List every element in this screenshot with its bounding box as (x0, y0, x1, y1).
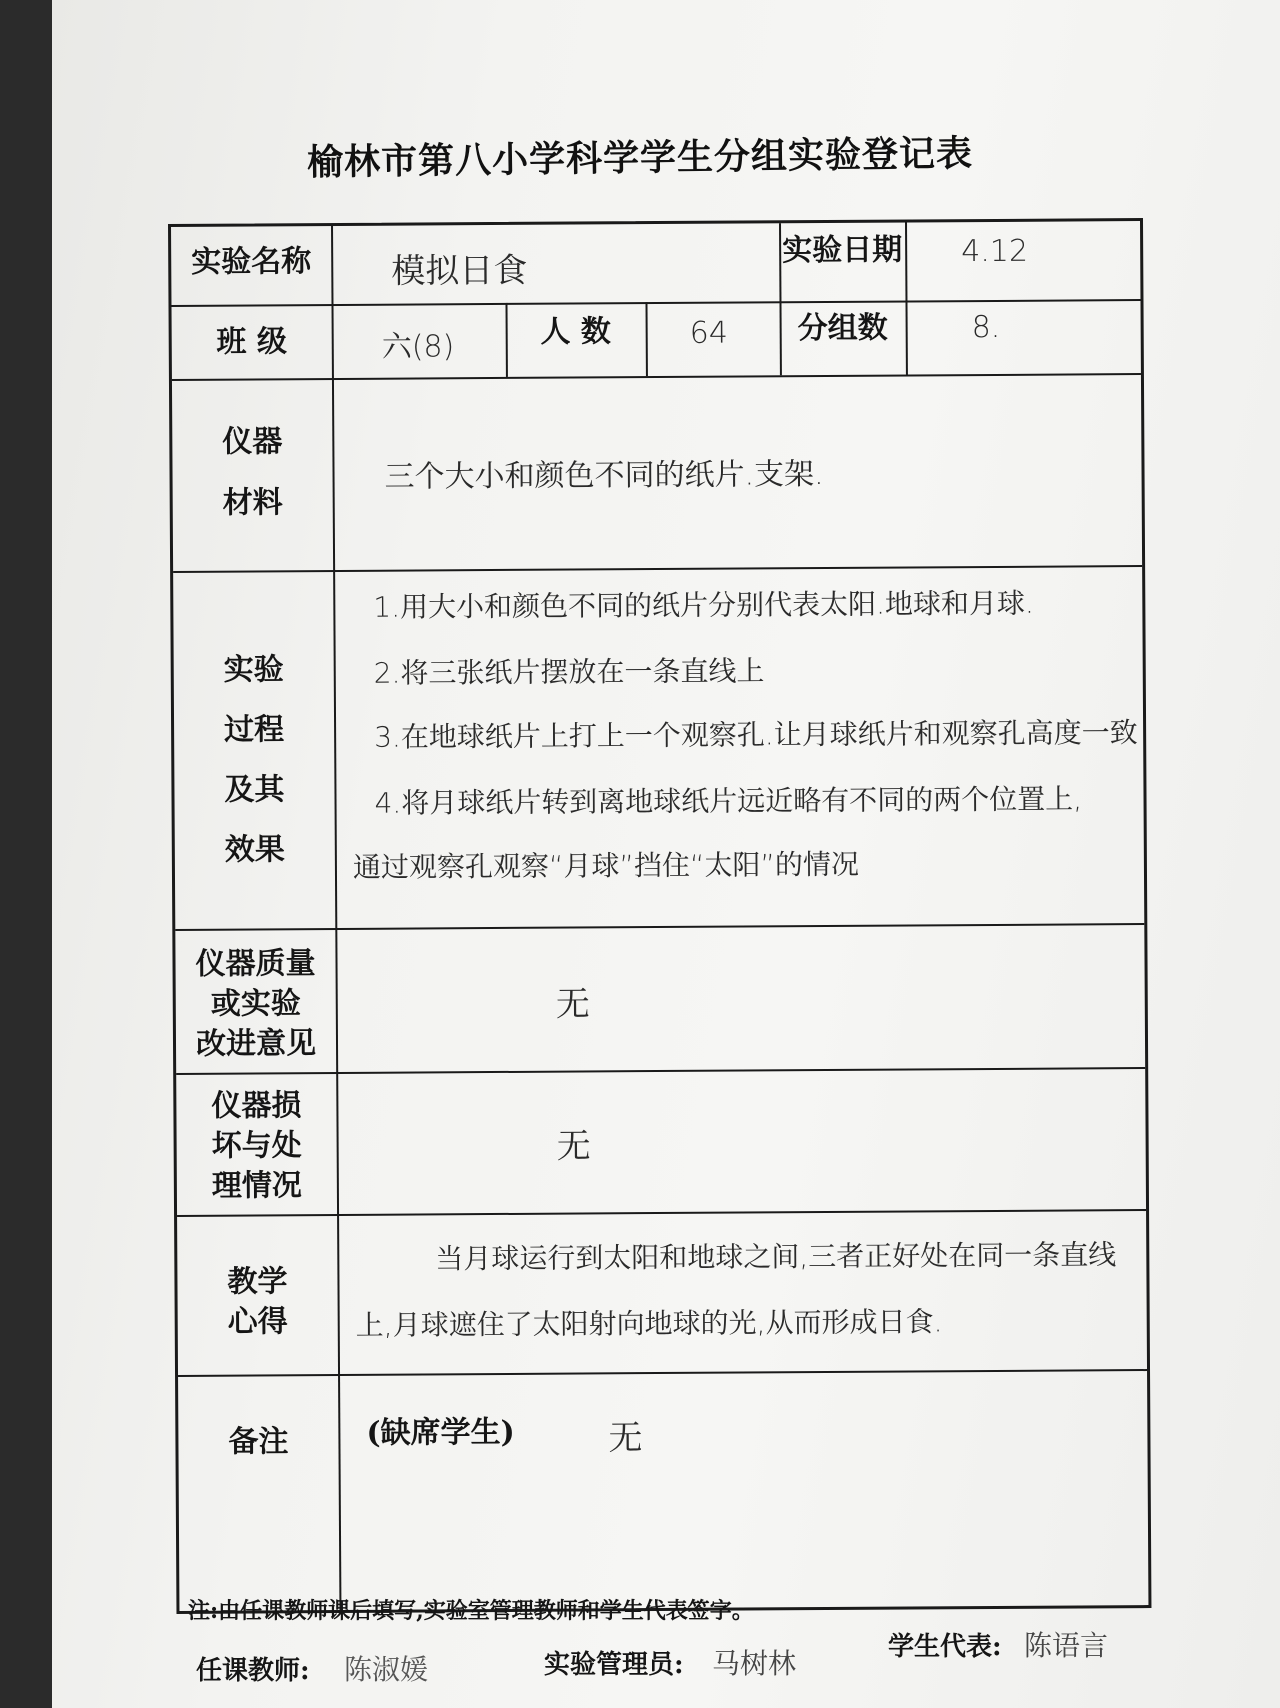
form-title: 榆林市第八小学科学学生分组实验登记表 (306, 132, 974, 184)
experiment-name-label: 实验名称 (191, 244, 312, 280)
materials-label: 仪器 材料 (222, 424, 283, 521)
row-divider (172, 373, 1141, 381)
damage-label: 仪器损 坏与处 理情况 (211, 1088, 302, 1204)
process-step: 2.将三张纸片摆放在一条直线上 (373, 654, 765, 690)
count-value: 64 (689, 315, 728, 351)
footer-note: 注:由任课教师课后填写,实验室管理教师和学生代表签字。 (188, 1598, 754, 1624)
remarks-label: 备注 (228, 1424, 289, 1460)
process-step: 通过观察孔观察“月球”挡住“太阳”的情况 (352, 847, 860, 884)
reflection-line: 当月球运行到太阳和地球之间,三者正好处在同一条直线 (435, 1238, 1117, 1276)
quality-label: 仪器质量 或实验 改进意见 (195, 946, 317, 1062)
row-divider (175, 923, 1144, 931)
reflection-label: 教学 心得 (227, 1264, 288, 1340)
process-step: 4.将月球纸片转到离地球纸片远近略有不同的两个位置上, (374, 782, 1083, 820)
date-label: 实验日期 (782, 232, 903, 269)
process-step: 3.在地球纸片上打上一个观察孔.让月球纸片和观察孔高度一致 (374, 716, 1138, 754)
teacher-signature: 陈淑媛 (344, 1653, 429, 1686)
remarks-value: 无 (608, 1418, 643, 1459)
col-divider (905, 222, 908, 374)
class-value: 六(8) (381, 329, 455, 365)
row-divider (171, 299, 1140, 307)
row-divider (176, 1067, 1145, 1075)
materials-value: 三个大小和颜色不同的纸片.支架. (384, 457, 824, 495)
count-label: 人 数 (540, 314, 611, 350)
admin-label: 实验管理员: (544, 1650, 684, 1680)
process-step: 1.用大小和颜色不同的纸片分别代表太阳.地球和月球. (373, 586, 1034, 624)
row-divider (178, 1369, 1147, 1377)
student-signature: 陈语言 (1024, 1629, 1109, 1662)
damage-value: 无 (556, 1126, 591, 1167)
date-value: 4.12 (961, 233, 1029, 270)
registration-table (168, 218, 1151, 1614)
row-divider (177, 1209, 1146, 1217)
student-label: 学生代表: (888, 1632, 1002, 1662)
row-divider (173, 565, 1142, 573)
process-label: 实验 过程 及其 效果 (223, 652, 285, 868)
experiment-name-value: 模拟日食 (391, 250, 528, 292)
groups-label: 分组数 (797, 310, 888, 347)
admin-signature: 马树林 (712, 1647, 797, 1680)
teacher-label: 任课教师: (196, 1656, 310, 1686)
reflection-line: 上,月球遮住了太阳射向地球的光,从而形成日食. (355, 1305, 943, 1342)
groups-value: 8. (971, 309, 1001, 346)
absent-students-label: (缺席学生) (366, 1414, 515, 1451)
quality-value: 无 (555, 984, 590, 1025)
class-label: 班 级 (216, 324, 288, 360)
col-divider (645, 302, 647, 376)
label-column-divider (331, 226, 341, 1610)
